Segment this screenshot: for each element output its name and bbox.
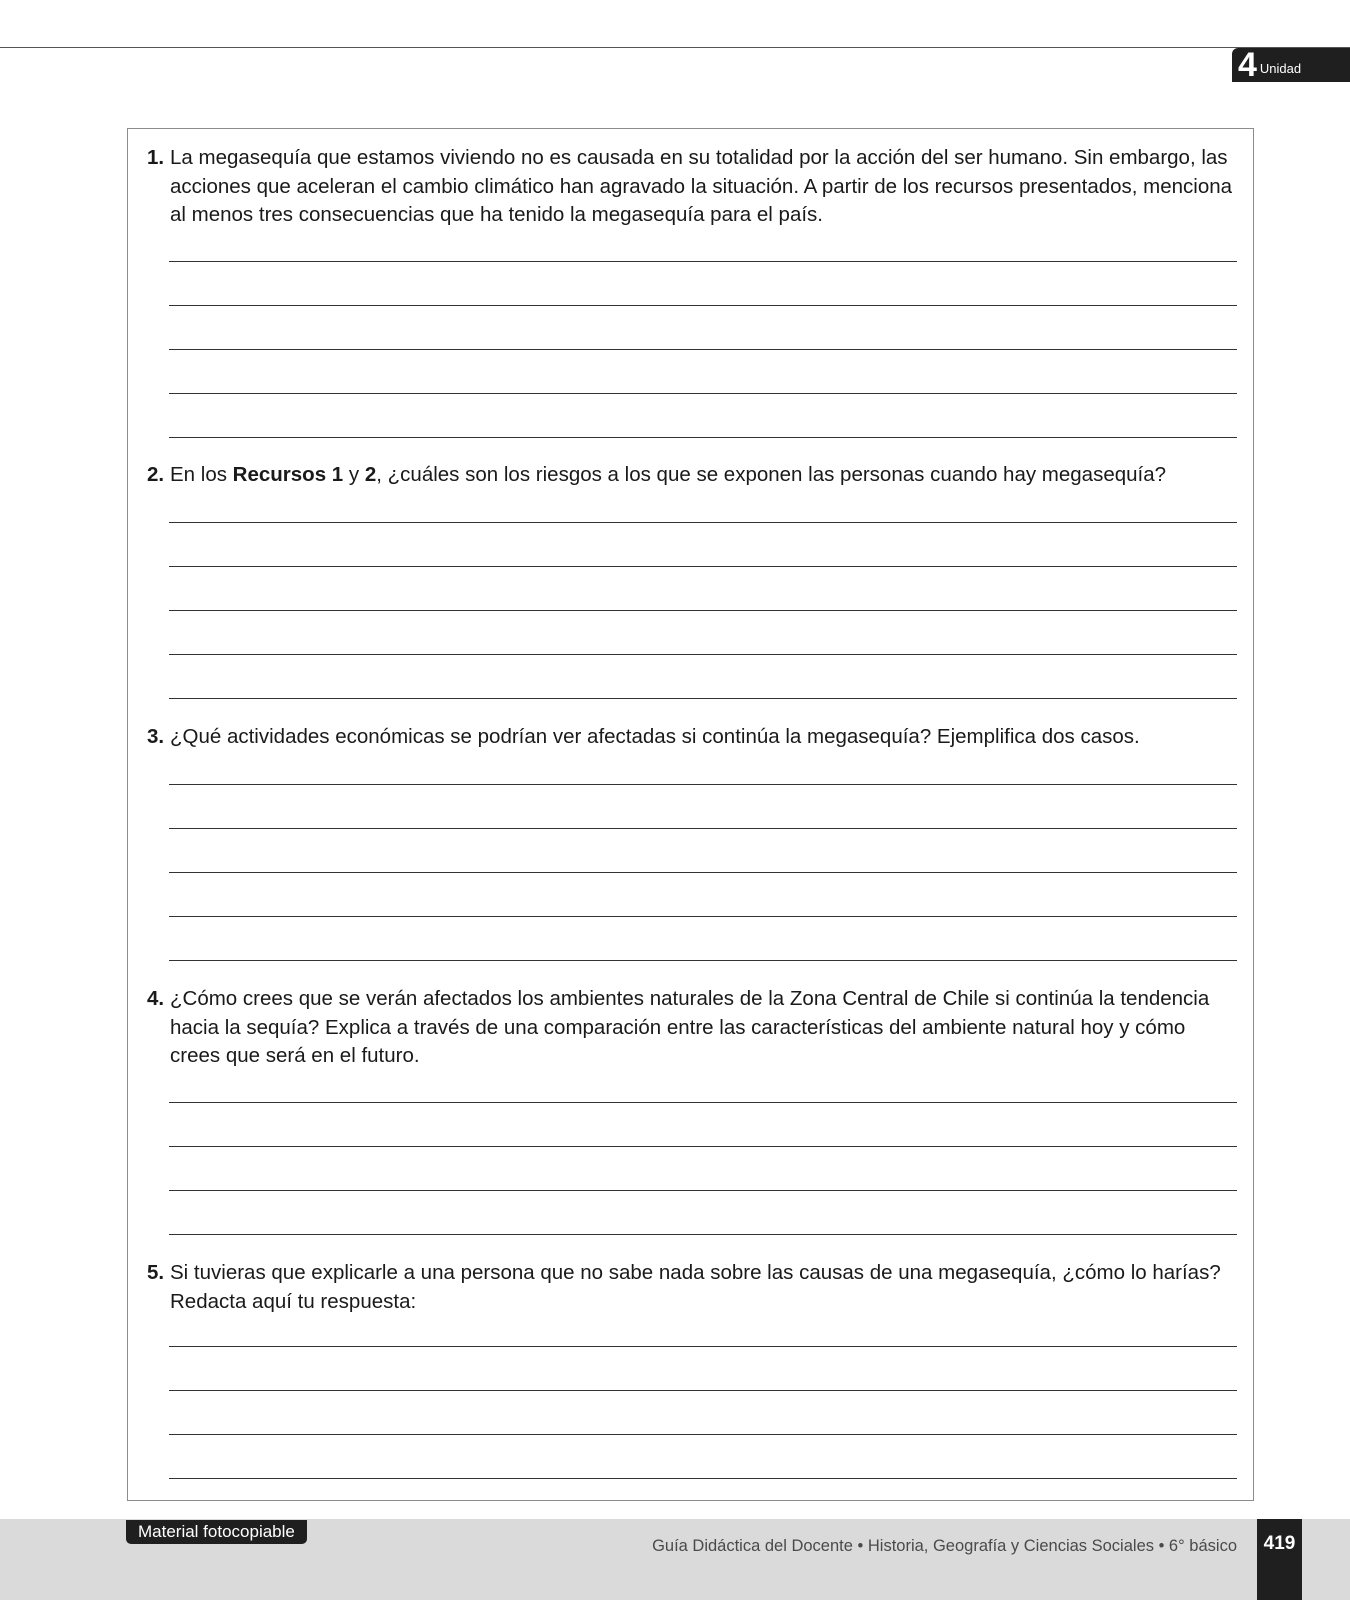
answer-line[interactable]	[169, 1190, 1237, 1191]
question-text: La megasequía que estamos viviendo no es causada en su totalidad por la acción del ser humano. Sin embargo, las acciones que aceleran el cambio climático han agravado la situación. A partir de los recursos presentados, menciona al menos tres consecuencias que ha tenido la megasequía para el país.	[170, 146, 1233, 226]
answer-line[interactable]	[169, 305, 1237, 306]
question-number: 5.	[147, 1261, 165, 1284]
answer-line[interactable]	[169, 960, 1237, 961]
footer-guide-text: Guía Didáctica del Docente • Historia, Geografía y Ciencias Sociales • 6° básico	[652, 1537, 1237, 1555]
unit-tab	[1232, 48, 1350, 82]
question-2	[147, 461, 1237, 490]
question-3	[147, 723, 1237, 752]
answer-line[interactable]	[169, 566, 1237, 567]
material-badge: Material fotocopiable	[126, 1520, 307, 1544]
unit-number: 4	[1238, 46, 1256, 84]
answer-line[interactable]	[169, 1390, 1237, 1391]
answer-line[interactable]	[169, 654, 1237, 655]
question-number: 4.	[147, 987, 165, 1010]
answer-line[interactable]	[169, 522, 1237, 523]
answer-line[interactable]	[169, 1478, 1237, 1479]
answer-line[interactable]	[169, 698, 1237, 699]
top-rule	[0, 47, 1350, 48]
question-4	[147, 985, 1237, 1071]
answer-line[interactable]	[169, 872, 1237, 873]
answer-line[interactable]	[169, 916, 1237, 917]
answer-line[interactable]	[169, 828, 1237, 829]
answer-line[interactable]	[169, 784, 1237, 785]
answer-line[interactable]	[169, 349, 1237, 350]
question-text: ¿Qué actividades económicas se podrían ver afectadas si continúa la megasequía? Ejemplifica dos casos.	[170, 725, 1140, 748]
question-text: En los Recursos 1 y 2, ¿cuáles son los riesgos a los que se exponen las personas cuando hay megasequía?	[170, 463, 1167, 486]
answer-line[interactable]	[169, 437, 1237, 438]
answer-line[interactable]	[169, 393, 1237, 394]
resource-ref: 2	[364, 463, 377, 486]
answer-line[interactable]	[169, 1346, 1237, 1347]
question-number: 1.	[147, 146, 165, 169]
answer-line[interactable]	[169, 1102, 1237, 1103]
question-1	[147, 144, 1237, 230]
answer-line[interactable]	[169, 610, 1237, 611]
unit-label: Unidad	[1259, 60, 1302, 76]
answer-line[interactable]	[169, 1434, 1237, 1435]
answer-line[interactable]	[169, 1234, 1237, 1235]
resource-ref: Recursos 1	[232, 463, 344, 486]
answer-line[interactable]	[169, 1146, 1237, 1147]
question-number: 2.	[147, 463, 165, 486]
question-5	[147, 1259, 1237, 1316]
question-text: Si tuvieras que explicarle a una persona que no sabe nada sobre las causas de una megasequía, ¿cómo lo harías? Redacta aquí tu respuesta:	[170, 1261, 1221, 1313]
question-text: ¿Cómo crees que se verán afectados los ambientes naturales de la Zona Central de Chile si continúa la tendencia hacia la sequía? Explica a través de una comparación entre las características del ambiente natural hoy y cómo crees que será en el futuro.	[170, 987, 1210, 1067]
page-number: 419	[1257, 1519, 1302, 1600]
question-number: 3.	[147, 725, 165, 748]
answer-line[interactable]	[169, 261, 1237, 262]
